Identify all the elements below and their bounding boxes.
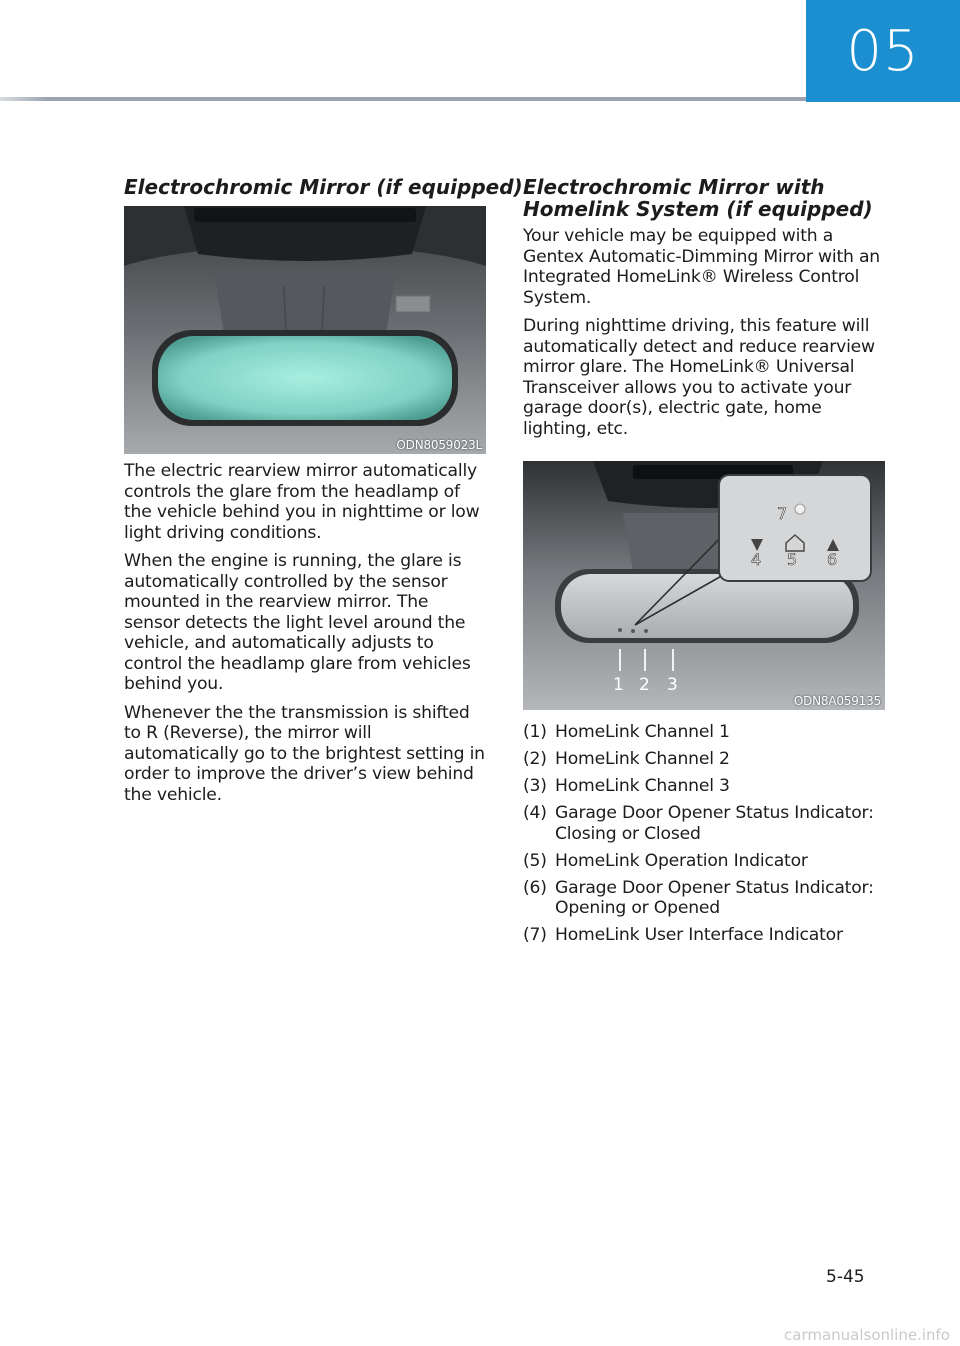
section-heading-electrochromic-mirror: Electrochromic Mirror (if equipped): [124, 175, 523, 199]
legend-text: HomeLink Operation Indicator: [555, 850, 808, 871]
paragraph: Whenever the the transmission is shifted to R (Reverse), the mirror will automatically go to the brightest setting in order to improve the driver’s view behind the vehicle.: [124, 702, 485, 805]
section-heading-homelink-mirror: [523, 176, 873, 220]
list-item: [523, 776, 885, 797]
list-item: [523, 851, 885, 872]
figure-code: ODN8059023L: [396, 438, 482, 452]
callout-5: 5: [787, 550, 798, 569]
legend-number: (1): [523, 722, 547, 742]
left-body-text: [124, 461, 486, 813]
mirror-photo: [124, 206, 486, 454]
legend-list: [523, 722, 885, 952]
callout-4: 4: [751, 550, 762, 569]
callout-3: 3: [667, 675, 678, 695]
figure-code: ODN8A059135: [793, 694, 881, 708]
callout-2: 2: [639, 675, 650, 695]
legend-text: Garage Door Opener Status Indicator: Opening or Opened: [555, 877, 874, 918]
legend-text: HomeLink Channel 3: [555, 776, 730, 796]
chapter-number: 05: [846, 18, 920, 84]
legend-number: (3): [523, 776, 547, 796]
list-item: [523, 722, 885, 743]
list-item: [523, 925, 885, 946]
legend-number: (7): [523, 925, 547, 945]
list-item: [523, 803, 885, 844]
list-item: [523, 878, 885, 919]
watermark-link[interactable]: carmanualsonline.info: [784, 1326, 950, 1344]
legend-number: (2): [523, 749, 547, 769]
legend-text: Garage Door Opener Status Indicator: Closing or Closed: [555, 803, 874, 844]
paragraph: When the engine is running, the glare is automatically controlled by the sensor mounted in the rearview mirror. The sensor detects the light level around the vehicle, and automatically adjusts to control the headlamp glare from vehicles behind you.: [124, 551, 471, 694]
right-body-text: [523, 226, 885, 447]
chapter-tab: [806, 0, 960, 102]
paragraph: During nighttime driving, this feature will automatically detect and reduce rearview mirror glare. The HomeLink® Universal Transceiver allows you to activate your garage door(s), electric gate, home lighting, etc.: [523, 316, 875, 439]
list-item: [523, 749, 885, 770]
page-number: 5-45: [826, 1267, 865, 1287]
paragraph: The electric rearview mirror automatically controls the glare from the headlamp of the vehicle behind you in nighttime or low light driving conditions.: [124, 461, 480, 543]
legend-text: HomeLink User Interface Indicator: [555, 925, 843, 945]
heading-line: Homelink System (if equipped): [523, 197, 873, 221]
callout-1: 1: [613, 675, 624, 695]
header-rule: [0, 97, 806, 101]
legend-number: (5): [523, 850, 547, 871]
legend-text: HomeLink Channel 1: [555, 722, 730, 742]
callout-7: 7: [777, 504, 788, 523]
legend-number: (4): [523, 803, 547, 823]
legend-text: HomeLink Channel 2: [555, 749, 730, 769]
figure-homelink-mirror: [523, 461, 885, 710]
figure-electrochromic-mirror: [124, 206, 486, 454]
heading-line: Electrochromic Mirror with: [523, 175, 825, 199]
callout-6: 6: [827, 550, 838, 569]
legend-number: (6): [523, 877, 547, 898]
paragraph: Your vehicle may be equipped with a Gentex Automatic-Dimming Mirror with an Integrated HomeLink® Wireless Control System.: [523, 226, 880, 308]
homelink-mirror-photo: [523, 461, 885, 710]
